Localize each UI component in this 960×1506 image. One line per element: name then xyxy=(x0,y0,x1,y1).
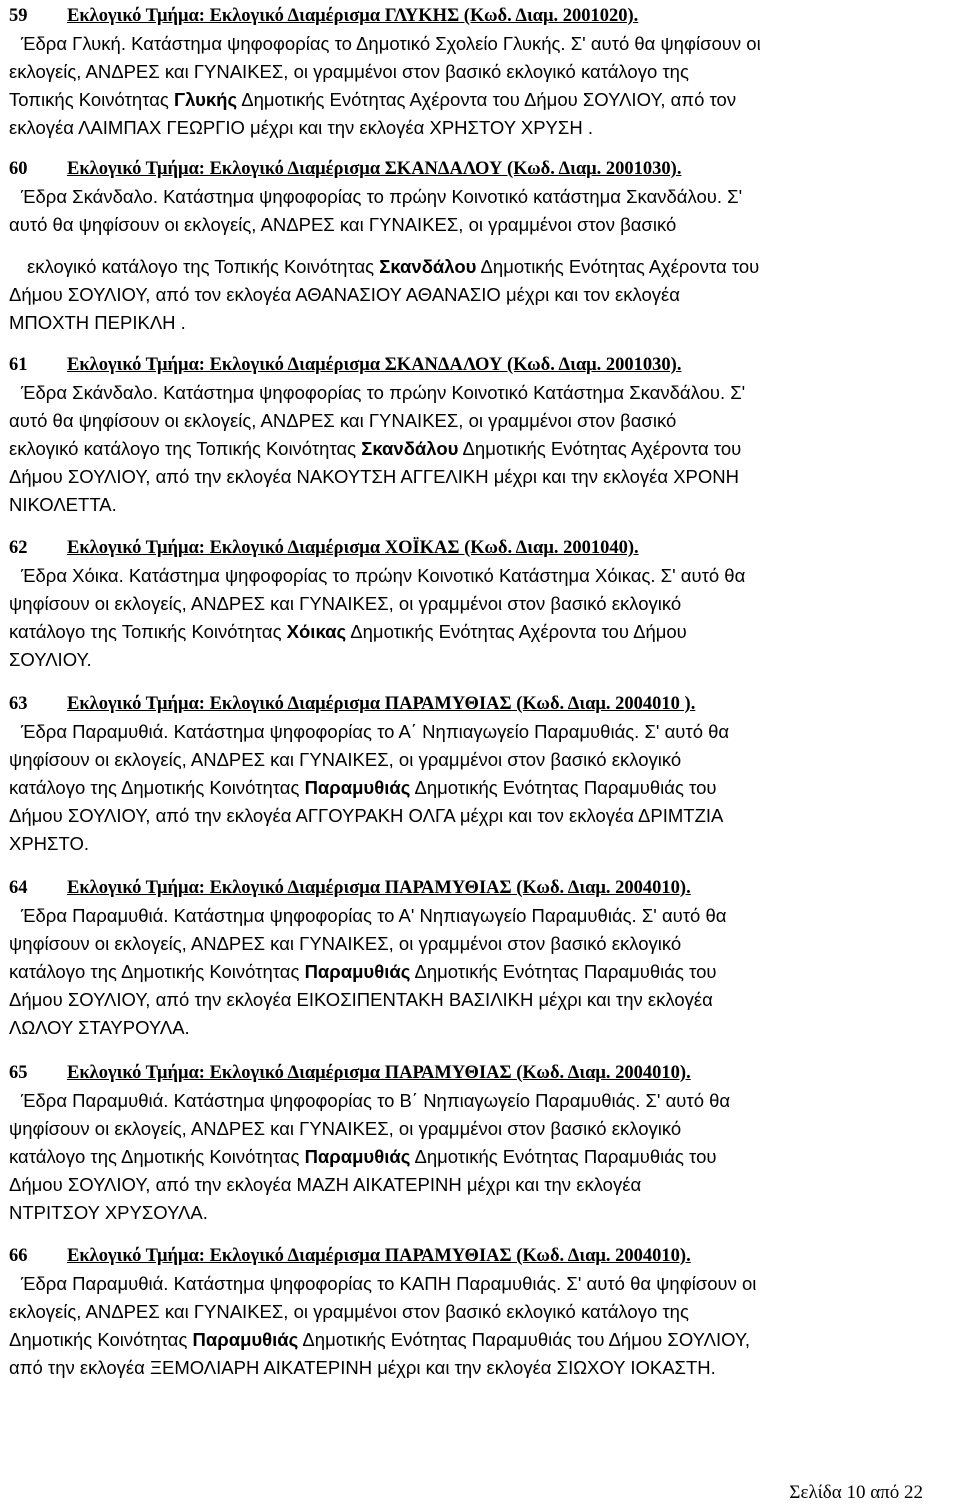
body-line xyxy=(9,1326,954,1354)
body-line: Έδρα Σκάνδαλο. Κατάστημα ψηφοφορίας το πρώην Κοινοτικό Κατάστημα Σκανδάλου. Σ' xyxy=(21,382,746,403)
section-number: 59 xyxy=(9,6,28,26)
section-heading xyxy=(9,534,954,562)
section-heading xyxy=(9,155,954,183)
section-number: 62 xyxy=(9,538,28,558)
line-text: Δημοτικής Ενότητας Παραμυθιάς του xyxy=(410,961,717,982)
line-text: εκλογικό κατάλογο της Τοπικής Κοινότητας xyxy=(27,256,380,277)
body-line: Έδρα Χόικα. Κατάστημα ψηφοφορίας το πρώην Κοινοτικό Κατάστημα Χόικας. Σ' αυτό θα xyxy=(21,565,746,586)
body-line: Δήμου ΣΟΥΛΙΟΥ, από την εκλογέα ΕΙΚΟΣΙΠΕΝΤΑΚΗ ΒΑΣΙΛΙΚΗ μέχρι και την εκλογέα xyxy=(9,989,713,1010)
body-line: Έδρα Σκάνδαλο. Κατάστημα ψηφοφορίας το πρώην Κοινοτικό κατάστημα Σκανδάλου. Σ' xyxy=(21,186,743,207)
section-title: Εκλογικό Τμήμα: Εκλογικό Διαμέρισμα ΠΑΡΑΜΥΘΙΑΣ (Κωδ. Διαμ. 2004010). xyxy=(67,1063,691,1083)
section-heading xyxy=(9,1242,954,1270)
section-title: Εκλογικό Τμήμα: Εκλογικό Διαμέρισμα ΓΛΥΚΗΣ (Κωδ. Διαμ. 2001020). xyxy=(67,6,639,26)
body-line: αυτό θα ψηφίσουν οι εκλογείς, ΑΝΔΡΕΣ και ΓΥΝΑΙΚΕΣ, οι γραμμένοι στον βασικό xyxy=(9,410,677,431)
body-line: ΝΙΚΟΛΕΤΤΑ. xyxy=(9,494,117,515)
line-text: κατάλογο της Δημοτικής Κοινότητας xyxy=(9,961,305,982)
community-name: Χόικας xyxy=(286,621,347,642)
body-line: ψηφίσουν οι εκλογείς, ΑΝΔΡΕΣ και ΓΥΝΑΙΚΕΣ, οι γραμμένοι στον βασικό εκλογικό xyxy=(9,749,682,770)
section-heading xyxy=(9,1059,954,1087)
line-text: κατάλογο της Δημοτικής Κοινότητας xyxy=(9,1146,305,1167)
section-61 xyxy=(9,351,954,519)
line-text: Δημοτικής Ενότητας Παραμυθιάς του Δήμου ΣΟΥΛΙΟΥ, xyxy=(298,1329,751,1350)
line-text: Δημοτικής Ενότητας Παραμυθιάς του xyxy=(410,1146,717,1167)
line-text: Δημοτικής Ενότητας Αχέροντα του Δήμου xyxy=(346,621,687,642)
body-line: ΧΡΗΣΤΟ. xyxy=(9,833,89,854)
community-name: Παραμυθιάς xyxy=(304,777,411,798)
body-line: ΜΠΟΧΤΗ ΠΕΡΙΚΛΗ . xyxy=(9,312,186,333)
section-65 xyxy=(9,1059,954,1227)
body-line: εκλογείς, ΑΝΔΡΕΣ και ΓΥΝΑΙΚΕΣ, οι γραμμένοι στον βασικό εκλογικό κατάλογο της xyxy=(9,61,689,82)
body-line xyxy=(9,435,954,463)
body-line: εκλογέα ΛΑΙΜΠΑΧ ΓΕΩΡΓΙΟ μέχρι και την εκλογέα ΧΡΗΣΤΟΥ ΧΡΥΣΗ . xyxy=(9,117,593,138)
section-60 xyxy=(9,155,954,337)
community-name: Γλυκής xyxy=(173,89,238,110)
community-name: Παραμυθιάς xyxy=(192,1329,299,1350)
body-line: ψηφίσουν οι εκλογείς, ΑΝΔΡΕΣ και ΓΥΝΑΙΚΕΣ, οι γραμμένοι στον βασικό εκλογικό xyxy=(9,933,682,954)
body-line: Δήμου ΣΟΥΛΙΟΥ, από την εκλογέα ΝΑΚΟΥΤΣΗ ΑΓΓΕΛΙΚΗ μέχρι και την εκλογέα ΧΡΟΝΗ xyxy=(9,466,739,487)
community-name: Παραμυθιάς xyxy=(304,961,411,982)
body-line: Έδρα Παραμυθιά. Κατάστημα ψηφοφορίας το Β΄ Νηπιαγωγείο Παραμυθιάς. Σ' αυτό θα xyxy=(21,1090,731,1111)
body-line: Δήμου ΣΟΥΛΙΟΥ, από την εκλογέα ΜΑΖΗ ΑΙΚΑΤΕΡΙΝΗ μέχρι και την εκλογέα xyxy=(9,1174,642,1195)
line-text: Τοπικής Κοινότητας xyxy=(9,89,174,110)
section-63 xyxy=(9,690,954,858)
line-text: Δημοτικής Ενότητας Αχέροντα του xyxy=(476,256,760,277)
body-line: Έδρα Παραμυθιά. Κατάστημα ψηφοφορίας το Α' Νηπιαγωγείο Παραμυθιάς. Σ' αυτό θα xyxy=(21,905,727,926)
section-title: Εκλογικό Τμήμα: Εκλογικό Διαμέρισμα ΧΟΪΚΑΣ (Κωδ. Διαμ. 2001040). xyxy=(67,538,639,558)
section-title: Εκλογικό Τμήμα: Εκλογικό Διαμέρισμα ΠΑΡΑΜΥΘΙΑΣ (Κωδ. Διαμ. 2004010). xyxy=(67,878,691,898)
community-name: Παραμυθιάς xyxy=(304,1146,411,1167)
body-line: ΝΤΡΙΤΣΟΥ ΧΡΥΣΟΥΛΑ. xyxy=(9,1202,208,1223)
section-title: Εκλογικό Τμήμα: Εκλογικό Διαμέρισμα ΠΑΡΑΜΥΘΙΑΣ (Κωδ. Διαμ. 2004010). xyxy=(67,1246,691,1266)
body-line: Έδρα Παραμυθιά. Κατάστημα ψηφοφορίας το ΚΑΠΗ Παραμυθιάς. Σ' αυτό θα ψηφίσουν οι xyxy=(21,1273,757,1294)
section-64 xyxy=(9,874,954,1042)
body-line: ψηφίσουν οι εκλογείς, ΑΝΔΡΕΣ και ΓΥΝΑΙΚΕΣ, οι γραμμένοι στον βασικό εκλογικό xyxy=(9,593,682,614)
page-footer: Σελίδα 10 από 22 xyxy=(789,1482,923,1503)
section-heading xyxy=(9,351,954,379)
section-heading xyxy=(9,874,954,902)
section-number: 60 xyxy=(9,159,28,179)
body-line: εκλογείς, ΑΝΔΡΕΣ και ΓΥΝΑΙΚΕΣ, οι γραμμένοι στον βασικό εκλογικό κατάλογο της xyxy=(9,1301,689,1322)
body-line: Έδρα Γλυκή. Κατάστημα ψηφοφορίας το Δημοτικό Σχολείο Γλυκής. Σ' αυτό θα ψηφίσουν οι xyxy=(21,33,761,54)
section-number: 61 xyxy=(9,355,28,375)
section-59 xyxy=(9,2,954,142)
section-title: Εκλογικό Τμήμα: Εκλογικό Διαμέρισμα ΠΑΡΑΜΥΘΙΑΣ (Κωδ. Διαμ. 2004010 ). xyxy=(67,694,696,714)
section-title: Εκλογικό Τμήμα: Εκλογικό Διαμέρισμα ΣΚΑΝΔΑΛΟΥ (Κωδ. Διαμ. 2001030). xyxy=(67,159,682,179)
body-line: ΣΟΥΛΙΟΥ. xyxy=(9,649,92,670)
section-number: 63 xyxy=(9,694,28,714)
section-number: 66 xyxy=(9,1246,28,1266)
community-name: Σκανδάλου xyxy=(379,256,477,277)
body-line xyxy=(9,774,954,802)
body-line xyxy=(9,253,954,281)
body-line xyxy=(9,1143,954,1171)
section-66 xyxy=(9,1242,954,1382)
body-line xyxy=(9,86,954,114)
line-text: Δημοτικής Ενότητας Παραμυθιάς του xyxy=(410,777,717,798)
body-line: ΛΩΛΟΥ ΣΤΑΥΡΟΥΛΑ. xyxy=(9,1017,190,1038)
community-name: Σκανδάλου xyxy=(361,438,459,459)
body-line xyxy=(9,958,954,986)
section-heading xyxy=(9,690,954,718)
section-number: 64 xyxy=(9,878,28,898)
section-62 xyxy=(9,534,954,674)
section-number: 65 xyxy=(9,1063,28,1083)
body-line: Έδρα Παραμυθιά. Κατάστημα ψηφοφορίας το Α΄ Νηπιαγωγείο Παραμυθιάς. Σ' αυτό θα xyxy=(21,721,730,742)
body-line xyxy=(9,618,954,646)
body-line: Δήμου ΣΟΥΛΙΟΥ, από τον εκλογέα ΑΘΑΝΑΣΙΟΥ ΑΘΑΝΑΣΙΟ μέχρι και τον εκλογέα xyxy=(9,284,680,305)
body-line: αυτό θα ψηφίσουν οι εκλογείς, ΑΝΔΡΕΣ και ΓΥΝΑΙΚΕΣ, οι γραμμένοι στον βασικό xyxy=(9,214,677,235)
section-heading xyxy=(9,2,954,30)
body-line: από την εκλογέα ΞΕΜΟΛΙΑΡΗ ΑΙΚΑΤΕΡΙΝΗ μέχρι και την εκλογέα ΣΙΩΧΟΥ ΙΟΚΑΣΤΗ. xyxy=(9,1357,716,1378)
line-text: Δημοτικής Κοινότητας xyxy=(9,1329,193,1350)
line-text: Δημοτικής Ενότητας Αχέροντα του xyxy=(458,438,742,459)
section-title: Εκλογικό Τμήμα: Εκλογικό Διαμέρισμα ΣΚΑΝΔΑΛΟΥ (Κωδ. Διαμ. 2001030). xyxy=(67,355,682,375)
body-line: ψηφίσουν οι εκλογείς, ΑΝΔΡΕΣ και ΓΥΝΑΙΚΕΣ, οι γραμμένοι στον βασικό εκλογικό xyxy=(9,1118,682,1139)
line-text: κατάλογο της Τοπικής Κοινότητας xyxy=(9,621,287,642)
line-text: Δημοτικής Ενότητας Αχέροντα του Δήμου ΣΟΥΛΙΟΥ, από τον xyxy=(237,89,737,110)
body-line: Δήμου ΣΟΥΛΙΟΥ, από την εκλογέα ΑΓΓΟΥΡΑΚΗ ΟΛΓΑ μέχρι και τον εκλογέα ΔΡΙΜΤΖΙΑ xyxy=(9,805,724,826)
line-text: κατάλογο της Δημοτικής Κοινότητας xyxy=(9,777,305,798)
line-text: εκλογικό κατάλογο της Τοπικής Κοινότητας xyxy=(9,438,362,459)
